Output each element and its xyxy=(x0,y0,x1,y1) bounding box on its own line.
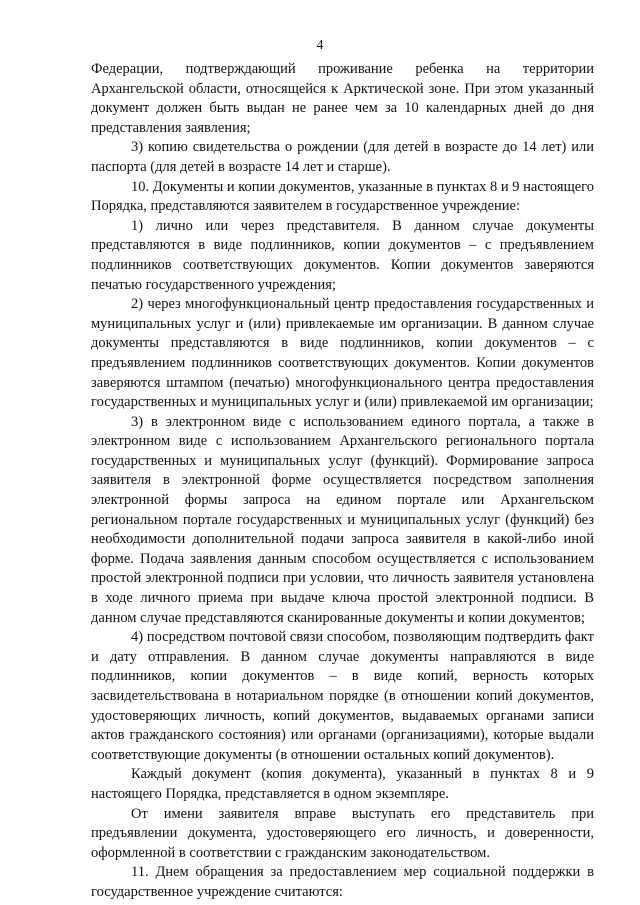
paragraph: 10. Документы и копии документов, указанные в пунктах 8 и 9 настоящего Порядка, представляются заявителем в государственное учреждение: xyxy=(91,178,595,215)
paragraph: 3) копию свидетельства о рождении (для детей в возрасте до 14 лет) или паспорта (для детей в возрасте 14 лет и старше). xyxy=(91,139,594,175)
paragraph: От имени заявителя вправе выступать его представитель при предъявлении документа, удостоверяющего его личность, и доверенности, оформленной в соответствии с гражданским законодательством. xyxy=(91,805,594,861)
paragraph: 3) в электронном виде с использованием единого портала, а также в электронном виде с использованием Архангельского регионального портала государственных и муниципальных услуг (функций). Формирование запроса заявителя в электронной форме осуществляется посредством заполнения электронной формы запроса на едином портале или Архангельском региональном портале государственных и муниципальных услуг (функций) без необходимости дополнительной подачи запроса заявителя в какой-либо иной форме. Подача заявления данным способом осуществляется с использованием простой электронной подписи при условии, что личность заявителя установлена в ходе личного приема при выдаче ключа простой электронной подписи. В данном случае представляются сканированные документы и копии документов; xyxy=(91,413,594,626)
page-number: 4 xyxy=(316,37,324,52)
document-body xyxy=(91,60,594,903)
paragraph: 2) через многофункциональный центр предоставления государственных и муниципальных услуг и (или) привлекаемые им организации. В данном случае документы представляются в виде подлинников, копии документов – с предъявлением подлинников соответствующих документов. Копии документов заверяются штампом (печатью) многофункционального центра предоставления государственных и муниципальных услуг и (или) привлекаемой им организации; xyxy=(91,296,594,411)
paragraph: 1) лично или через представителя. В данном случае документы представляются в виде подлинников, копии документов – с предъявлением подлинников соответствующих документов. Копии документов заверяются печатью государственного учреждения; xyxy=(91,217,594,293)
paragraph: 11. Днем обращения за предоставлением мер социальной поддержки в государственное учреждение считаются: xyxy=(91,864,594,900)
paragraph: 4) посредством почтовой связи способом, позволяющим подтвердить факт и дату отправления. В данном случае документы направляются в виде подлинников, копии документов – в виде копий, верность которых засвидетельствована в нотариальном порядке (в отношении копий документов, удостоверяющих личность, копий документов, выдаваемых органами записи актов гражданского состояния) или органами (организациями), которые выдали соответствующие документы (в отношении остальных копий документов). xyxy=(91,629,594,763)
paragraph: Федерации, подтверждающий проживание ребенка на территории Архангельской области, относящейся к Арктической зоне. При этом указанный документ должен быть выдан не ранее чем за 10 календарных дней до дня представления заявления; xyxy=(91,61,594,136)
paragraph: Каждый документ (копия документа), указанный в пунктах 8 и 9 настоящего Порядка, представляется в одном экземпляре. xyxy=(91,766,594,802)
